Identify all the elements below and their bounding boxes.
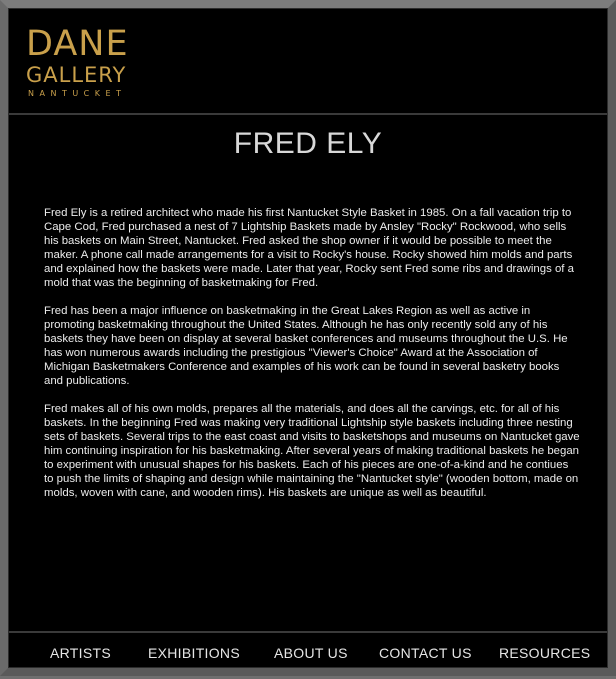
logo-line-nantucket: NANTUCKET <box>28 89 127 98</box>
artist-bio <box>44 206 580 514</box>
header <box>9 9 607 115</box>
logo-line-gallery: GALLERY <box>26 63 127 87</box>
nav-about-us-link[interactable]: ABOUT US <box>274 645 348 661</box>
nav-exhibitions-link[interactable]: EXHIBITIONS <box>148 645 240 661</box>
dane-gallery-logo[interactable] <box>26 24 160 99</box>
page-inner <box>8 8 608 668</box>
bio-paragraph-3: Fred makes all of his own molds, prepares all the materials, and does all the carvings, etc. for all of his baskets. In the beginning Fred was making very traditional Lightship style baskets including three nesting sets of baskets. Several trips to the east coast and visits to basketshops and museums on Nantucket gave him continuing inspiration for his basketmaking. After several years of making traditional baskets he began to experiment with unusual shapes for his baskets. Each of his pieces are one-of-a-kind and he contiues to push the limits of shaping and design while maintaining the "Nantucket style" (wooden bottom, made on molds, woven with cane, and wooden rims). His baskets are unique as well as beautiful. <box>44 403 580 499</box>
page-title: FRED ELY <box>233 127 383 160</box>
nav-contact-us-link[interactable]: CONTACT US <box>379 645 472 661</box>
logo-line-dane: DANE <box>26 24 129 64</box>
bio-paragraph-1: Fred Ely is a retired architect who made his first Nantucket Style Basket in 1985. On a fall vacation trip to Cape Cod, Fred purchased a nest of 7 Lightship Baskets made by Ansley "Rocky" Rockwood, who sells his baskets on Main Street, Nantucket. Fred asked the shop owner if it would be possible to meet the maker. A phone call made arrangements for a visit to Rocky's house. Rocky showed him molds and parts and explained how the baskets were made. Later that year, Rocky sent Fred some ribs and drawings of a mold that was the beginning of basketmaking for Fred. <box>44 207 574 289</box>
bio-paragraph-2: Fred has been a major influence on basketmaking in the Great Lakes Region as well as active in promoting basketmaking throughout the United States. Although he has only recently sold any of his baskets they have been on display at several basket conferences and museums throughout the U.S. He has won numerous awards including the prestigious "Viewer's Choice" Award at the Association of Michigan Basketmakers Conference and examples of his work can be found in several basketry books and publications. <box>44 305 568 387</box>
nav-resources-link[interactable]: RESOURCES <box>499 645 591 661</box>
nav-artists-link[interactable]: ARTISTS <box>50 645 111 661</box>
footer-nav <box>9 631 607 679</box>
